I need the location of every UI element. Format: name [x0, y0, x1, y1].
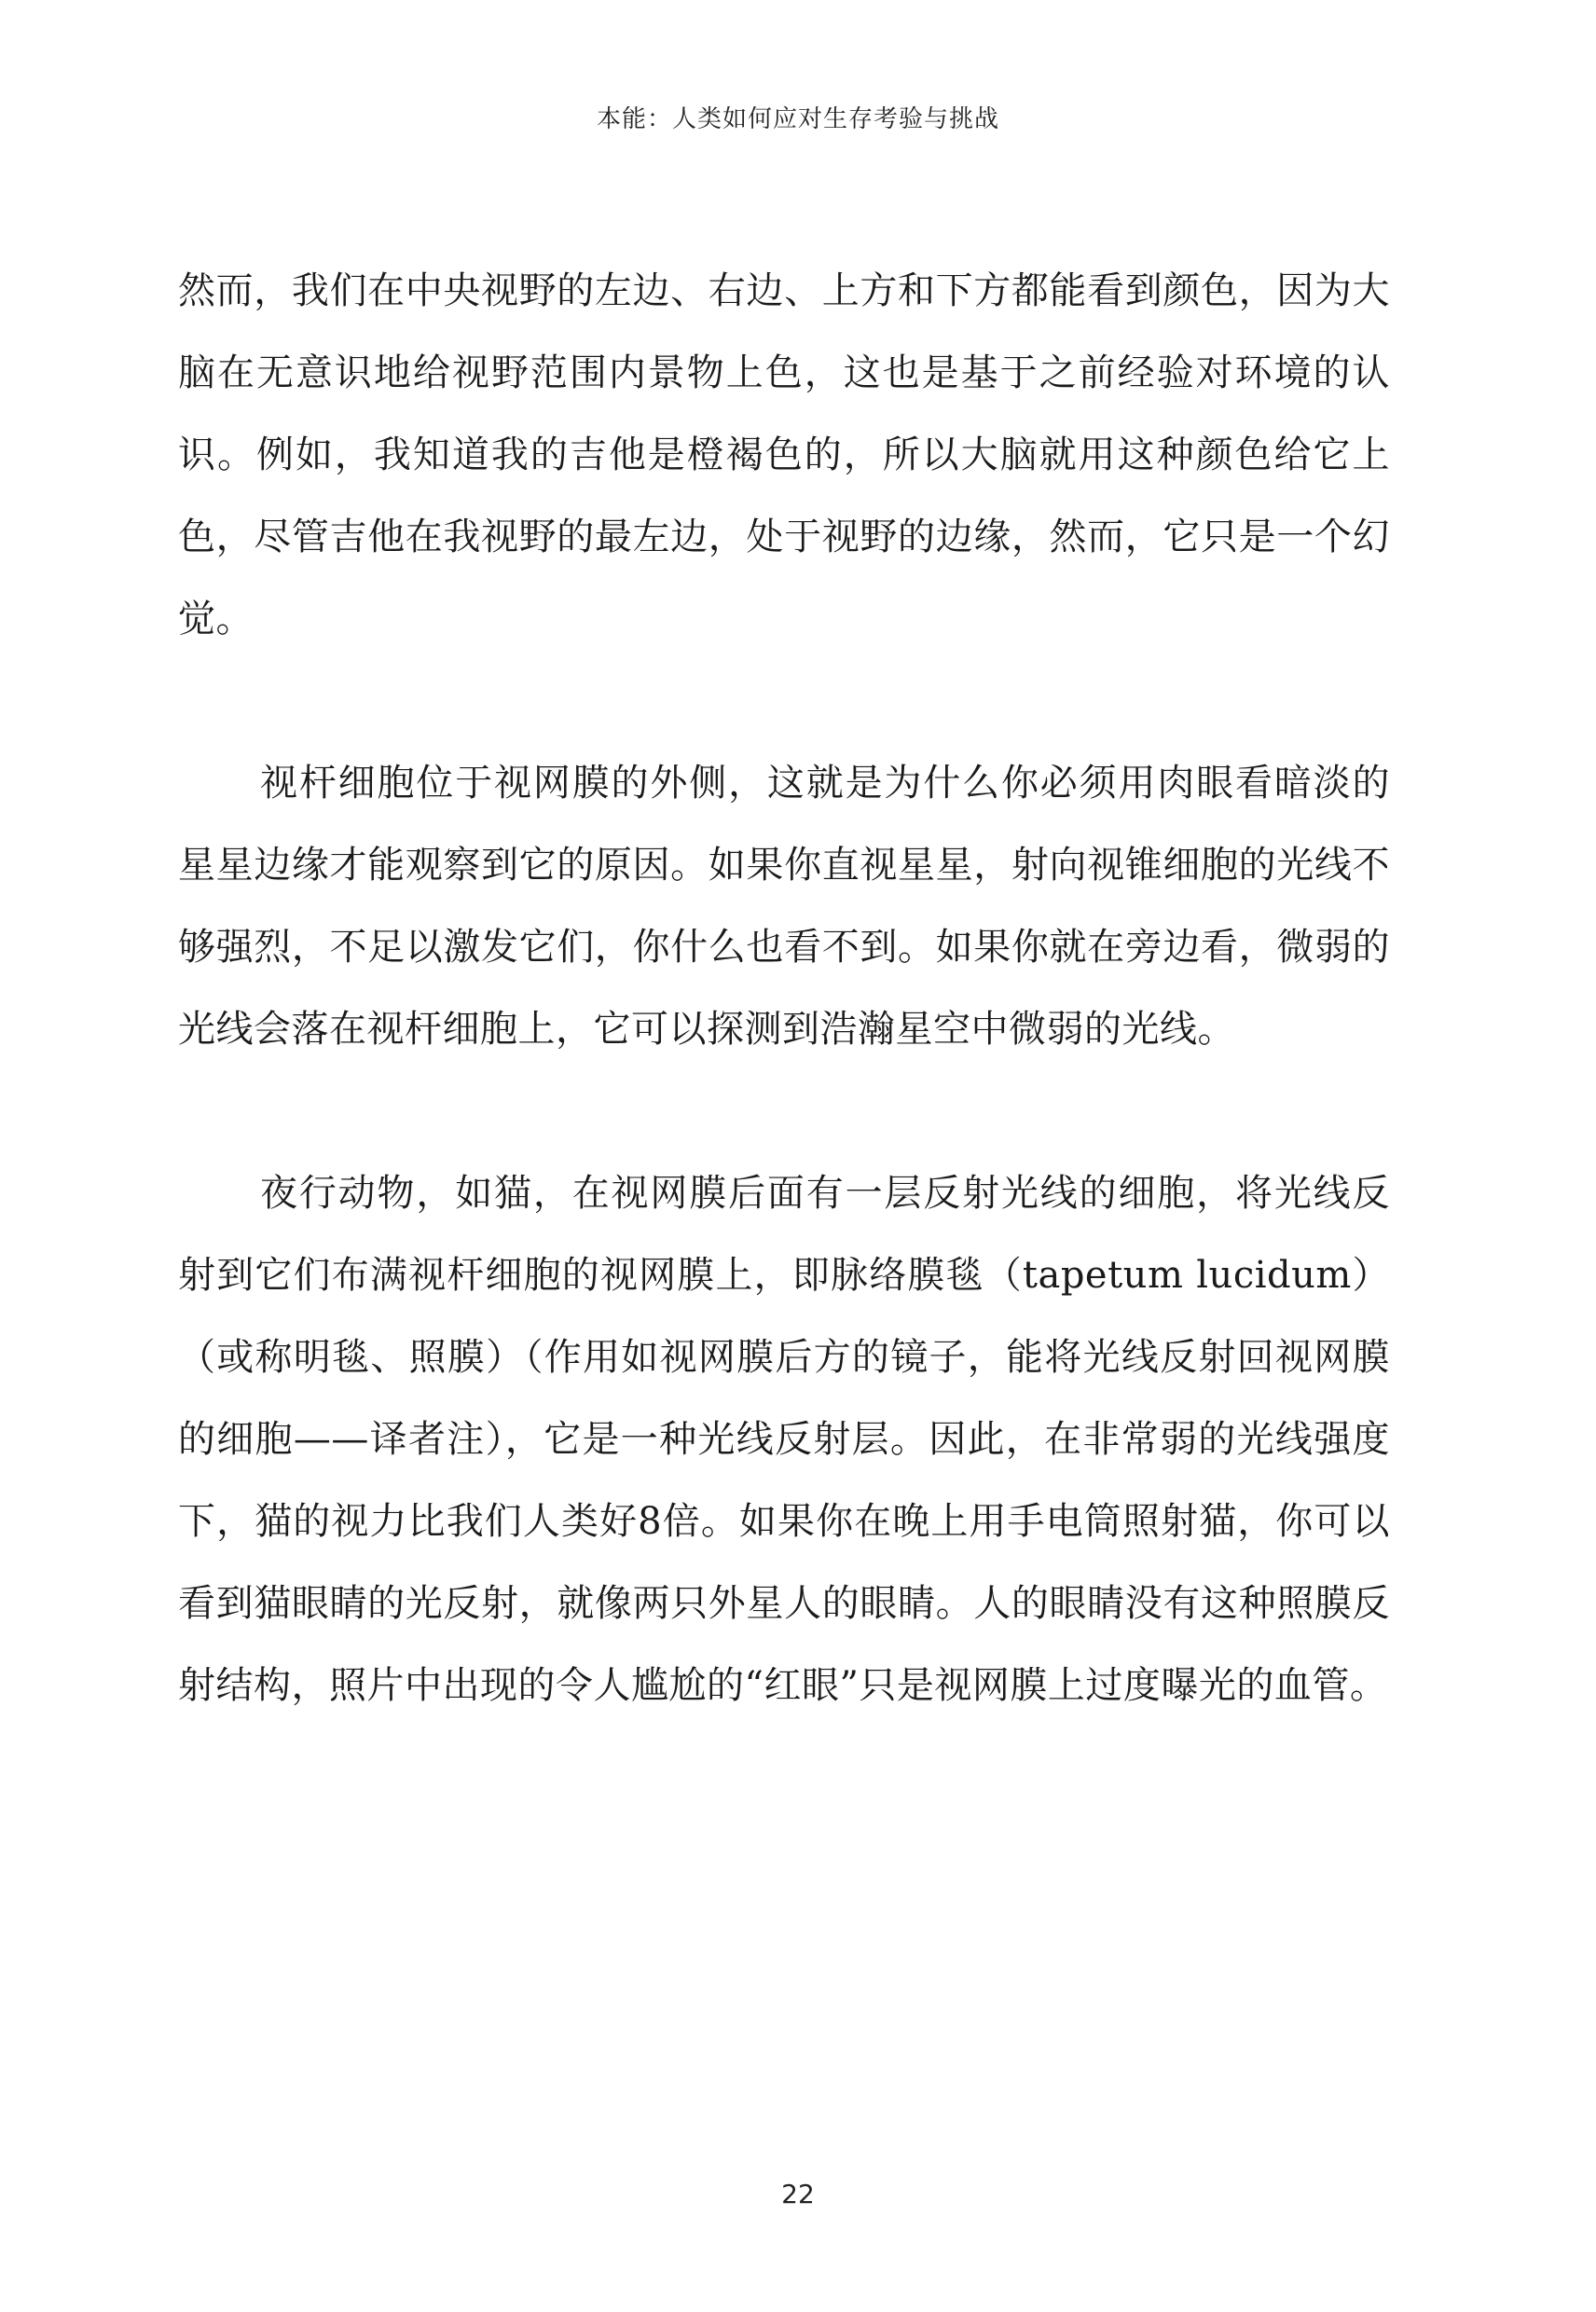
running-header: 本能：人类如何应对生存考验与挑战	[596, 105, 999, 133]
page-number: 22	[781, 2179, 815, 2209]
body-text	[178, 250, 1390, 1727]
paragraph-rod-cells: 视杆细胞位于视网膜的外侧，这就是为什么你必须用肉眼看暗淡的星星边缘才能观察到它的原因。如果你直视星星，射向视锥细胞的光线不够强烈，不足以激发它们，你什么也看不到。如果你就在旁边看，微弱的光线会落在视杆细胞上，它可以探测到浩瀚星空中微弱的光线。	[178, 762, 1390, 1051]
paragraph-nocturnal-animals: 夜行动物，如猫，在视网膜后面有一层反射光线的细胞，将光线反射到它们布满视杆细胞的视网膜上，即脉络膜毯（tapetum lucidum）（或称明毯、照膜）（作用如视网膜后方的镜子，能将光线反射回视网膜的细胞——译者注），它是一种光线反射层。因此，在非常弱的光线强度下，猫的视力比我们人类好8倍。如果你在晚上用手电筒照射猫，你可以看到猫眼睛的光反射，就像两只外星人的眼睛。人的眼睛没有这种照膜反射结构，照片中出现的令人尴尬的“红眼”只是视网膜上过度曝光的血管。	[178, 1172, 1390, 1707]
paragraph-continued: 然而，我们在中央视野的左边、右边、上方和下方都能看到颜色，因为大脑在无意识地给视野范围内景物上色，这也是基于之前经验对环境的认识。例如，我知道我的吉他是橙褐色的，所以大脑就用这种颜色给它上色，尽管吉他在我视野的最左边，处于视野的边缘，然而，它只是一个幻觉。	[178, 269, 1390, 640]
